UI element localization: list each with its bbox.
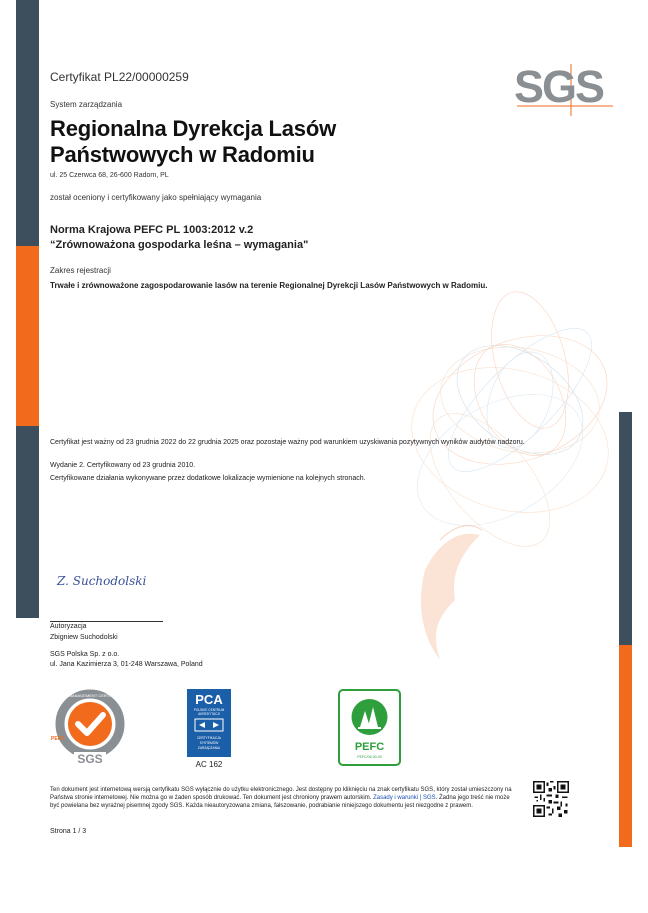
system-label: System zarządzania (50, 100, 123, 109)
scope-text: Trwałe i zrównoważone zagospodarowanie lasów na terenie Regionalnej Dyrekcji Lasów Państwowych w Radomiu. (50, 281, 488, 290)
sgs-certification-mark[interactable] (48, 688, 132, 766)
svg-text:CERTYFIKACJA: CERTYFIKACJA (197, 736, 221, 740)
organization-name (50, 116, 336, 168)
validity-statement: Certyfikat jest ważny od 23 grudnia 2022 do 22 grudnia 2025 oraz pozostaje ważny pod warunkiem uzyskiwania pozytywnych wyników audytów nadzoru. (50, 439, 525, 446)
organization-name-line1: Regionalna Dyrekcja Lasów (50, 116, 336, 141)
right-accent-bar-orange (619, 645, 632, 847)
norm-subtitle: “Zrównoważona gospodarka leśna – wymagania" (50, 239, 309, 251)
svg-text:SGS: SGS (514, 61, 604, 112)
authorization-label: Autoryzacja (50, 623, 87, 630)
pefc-mark[interactable] (338, 689, 401, 766)
right-accent-bar-slate (619, 412, 632, 645)
svg-text:AC 162: AC 162 (195, 760, 223, 769)
svg-text:PEFC: PEFC (51, 736, 65, 742)
svg-text:SYSTEMÓW: SYSTEMÓW (199, 741, 219, 745)
sgs-logo (513, 60, 613, 116)
issuer-company: SGS Polska Sp. z o.o. (50, 651, 120, 658)
svg-text:PCA: PCA (195, 692, 223, 707)
page-number: Strona 1 / 3 (50, 828, 87, 835)
disclaimer-rest: . Żadna jego treść nie może być powielana bez wyrażnej pisemnej zgody SGS. Każda nieautoryzowana zmiana, fałszowanie, podrabianie niniejszego dokumentu jest niezgodne z prawem. (50, 795, 510, 809)
scope-label: Zakres rejestracji (50, 266, 111, 275)
signature-line (50, 621, 163, 622)
qr-code[interactable] (533, 781, 569, 817)
certificate-number: Certyfikat PL22/00000259 (50, 70, 189, 84)
issue-statement: Wydanie 2. Certyfikowany od 23 grudnia 2010. (50, 462, 196, 469)
signer-name: Zbigniew Suchodolski (50, 634, 118, 641)
left-accent-bar-slate-top (16, 0, 39, 246)
organization-address: ul. 25 Czerwca 68, 26-600 Radom, PL (50, 172, 169, 179)
decorative-guilloche-pattern (370, 240, 620, 680)
svg-text:PEFC/06-00-00: PEFC/06-00-00 (357, 755, 382, 759)
svg-text:Z. Suchodolski: Z. Suchodolski (57, 574, 147, 588)
left-accent-bar-slate-bottom (16, 426, 39, 618)
footer-disclaimer (50, 786, 520, 810)
assessed-statement: został oceniony i certyfikowany jako spełniający wymagania (50, 193, 262, 202)
svg-text:AKREDYTACJI: AKREDYTACJI (198, 712, 220, 716)
svg-text:SGS: SGS (77, 752, 103, 766)
svg-text:PEFC: PEFC (354, 741, 385, 753)
disclaimer-main: Ten dokument jest internetową wersją certyfikatu SGS wyłącznie do użytku elektronicznego. Jest dostępny po kliknięciu na znak certyfikatu SGS, który został umieszczony na Państwa stronie internetowej. Nie można go w żaden sposób drukować. Ten dokument jest chroniony prawem autorskim. (50, 787, 512, 801)
issuer-address: ul. Jana Kazimierza 3, 01-248 Warszawa, Poland (50, 661, 203, 668)
svg-text:FOREST MANAGEMENT CERTIFICATIO: FOREST MANAGEMENT CERTIFICATION (51, 693, 129, 698)
pca-accreditation-mark[interactable] (187, 689, 231, 769)
norm-title: Norma Krajowa PEFC PL 1003:2012 v.2 (50, 224, 254, 236)
svg-text:POLSKIE CENTRUM: POLSKIE CENTRUM (193, 708, 225, 712)
terms-link[interactable]: Zasady i warunki | SGS (373, 795, 436, 801)
additional-sites-statement: Certyfikowane działania wykonywane przez dodatkowe lokalizacje wymienione na kolejnych stronach. (50, 475, 366, 482)
svg-text:ZARZĄDZANIA: ZARZĄDZANIA (197, 746, 221, 750)
left-accent-bar-orange (16, 246, 39, 426)
organization-name-line2: Państwowych w Radomiu (50, 142, 315, 167)
handwritten-signature (55, 567, 175, 593)
